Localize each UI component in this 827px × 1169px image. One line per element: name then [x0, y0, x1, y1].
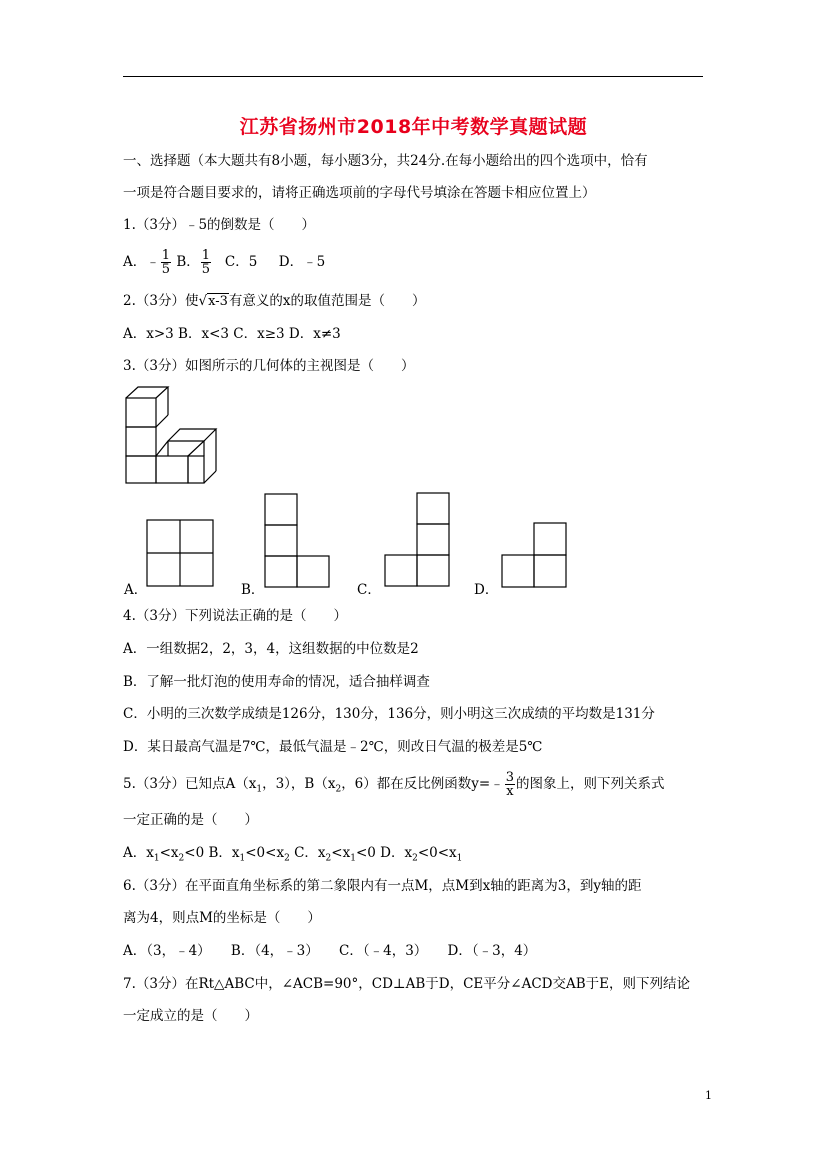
q3-option-c-label: C．: [357, 582, 381, 598]
q5-opt-a3: <0 B．x: [184, 845, 240, 861]
q5-numerator: 3: [505, 770, 514, 785]
q5-stem-c: ，6）都在反比例函数y=﹣: [341, 776, 504, 792]
q3-stem: 3.（3分）如图所示的几何体的主视图是（ ）: [123, 358, 415, 374]
q2-stem-pre: 2.（3分）使: [123, 293, 199, 309]
q5-options: [123, 843, 462, 869]
q5-sub1: 1: [256, 784, 263, 795]
q1-option-a-fraction: [161, 249, 171, 276]
q3-option-b-figure: [264, 493, 332, 589]
q4-option-d: D．某日最高气温是7℃，最低气温是﹣2℃，则改日气温的极差是5℃: [123, 739, 543, 755]
q4-option-a: A．一组数据2，2，3，4，这组数据的中位数是2: [123, 641, 419, 657]
q5-fraction: [505, 771, 515, 798]
q5-sub: 2: [412, 853, 418, 864]
q4-option-c: C．小明的三次数学成绩是126分，130分，136分，则小明这三次成绩的平均数是131分: [123, 706, 655, 722]
q2-stem: [123, 291, 426, 312]
q5-opt-a: A．x: [123, 845, 154, 861]
q1-b-denominator: 5: [201, 262, 211, 277]
q5-denominator: x: [506, 784, 514, 799]
q5-stem-d: 的图象上，则下列关系式: [516, 776, 665, 792]
q6-stem-line2: 离为4，则点M的坐标是（ ）: [123, 910, 321, 926]
q4-option-b: B．了解一批灯泡的使用寿命的情况，适合抽样调查: [123, 674, 430, 690]
q5-sub: 1: [239, 853, 246, 864]
q1-a-denominator: 5: [161, 262, 171, 277]
q5-stem-a: 5.（3分）已知点A（x: [123, 776, 257, 792]
q3-option-a-figure: [146, 519, 214, 589]
q1-option-b-prefix: B．: [176, 254, 200, 270]
q5-sub: 1: [350, 853, 356, 864]
q3-option-c-figure: [383, 492, 451, 589]
q2-radicand: x-3: [208, 294, 228, 309]
q5-stem: [123, 771, 665, 800]
q6-stem-line1: 6.（3分）在平面直角坐标系的第二象限内有一点M，点M到x轴的距离为3，到y轴的距: [123, 878, 642, 894]
q2-stem-post: 有意义的x的取值范围是（ ）: [228, 293, 426, 309]
q5-opt-d2: <0<x: [417, 845, 457, 861]
q2-options: A．x>3 B．x<3 C．x≥3 D．x≠3: [123, 326, 341, 342]
q7-stem-line2: 一定成立的是（ ）: [123, 1008, 258, 1024]
header-rule: [123, 76, 703, 77]
q5-sub: 1: [153, 853, 160, 864]
q1-option-c: C．5: [224, 254, 258, 270]
q1-options: [123, 249, 325, 276]
q5-opt-c3: <0 D．x: [355, 845, 413, 861]
q1-stem: 1.（3分）﹣5的倒数是（ ）: [123, 217, 316, 233]
q5-sub: 1: [456, 853, 463, 864]
q7-stem-line1: 7.（3分）在Rt△ABC中，∠ACB=90°，CD⊥AB于D，CE平分∠ACD交AB于E，则下列结论: [123, 976, 691, 992]
q1-b-numerator: 1: [201, 248, 211, 263]
q5-sub: 2: [325, 853, 332, 864]
q3-option-d-label: D．: [474, 582, 499, 598]
q5-opt-b2: <0<x: [245, 845, 285, 861]
q1-option-d: D．﹣5: [278, 254, 326, 270]
q5-opt-c2: <x: [331, 845, 351, 861]
q1-a-numerator: 1: [161, 248, 171, 263]
q3-option-b-label: B．: [241, 582, 265, 598]
q6-options: A．（3，﹣4） B．（4，﹣3） C．（﹣4，3） D．（﹣3，4）: [123, 943, 537, 959]
page-title: 江苏省扬州市2018年中考数学真题试题: [239, 116, 588, 138]
q3-option-a-label: A．: [124, 582, 148, 598]
page-number: 1: [705, 1089, 712, 1102]
q5-sub2: 2: [335, 784, 342, 795]
q5-sub: 2: [284, 853, 290, 864]
q5-sub: 2: [178, 853, 185, 864]
q4-stem: 4.（3分）下列说法正确的是（ ）: [123, 608, 347, 624]
q3-solid-figure: [124, 385, 220, 485]
q3-option-d-figure: [500, 522, 568, 589]
q1-option-b-fraction: [201, 249, 211, 276]
q5-stem-line2: 一定正确的是（ ）: [123, 812, 258, 828]
section-intro-line2: 一项是符合题目要求的，请将正确选项前的字母代号填涂在答题卡相应位置上）: [123, 185, 596, 201]
q5-opt-c: C．x: [289, 845, 326, 861]
q2-sqrt: √x-3: [198, 293, 228, 309]
q5-stem-b: ，3），B（x: [262, 776, 336, 792]
section-intro-line1: 一、选择题（本大题共有8小题，每小题3分，共24分.在每小题给出的四个选项中，恰有: [123, 153, 648, 169]
q1-option-a-prefix: A．﹣: [123, 254, 160, 270]
q5-opt-a2: <x: [159, 845, 179, 861]
